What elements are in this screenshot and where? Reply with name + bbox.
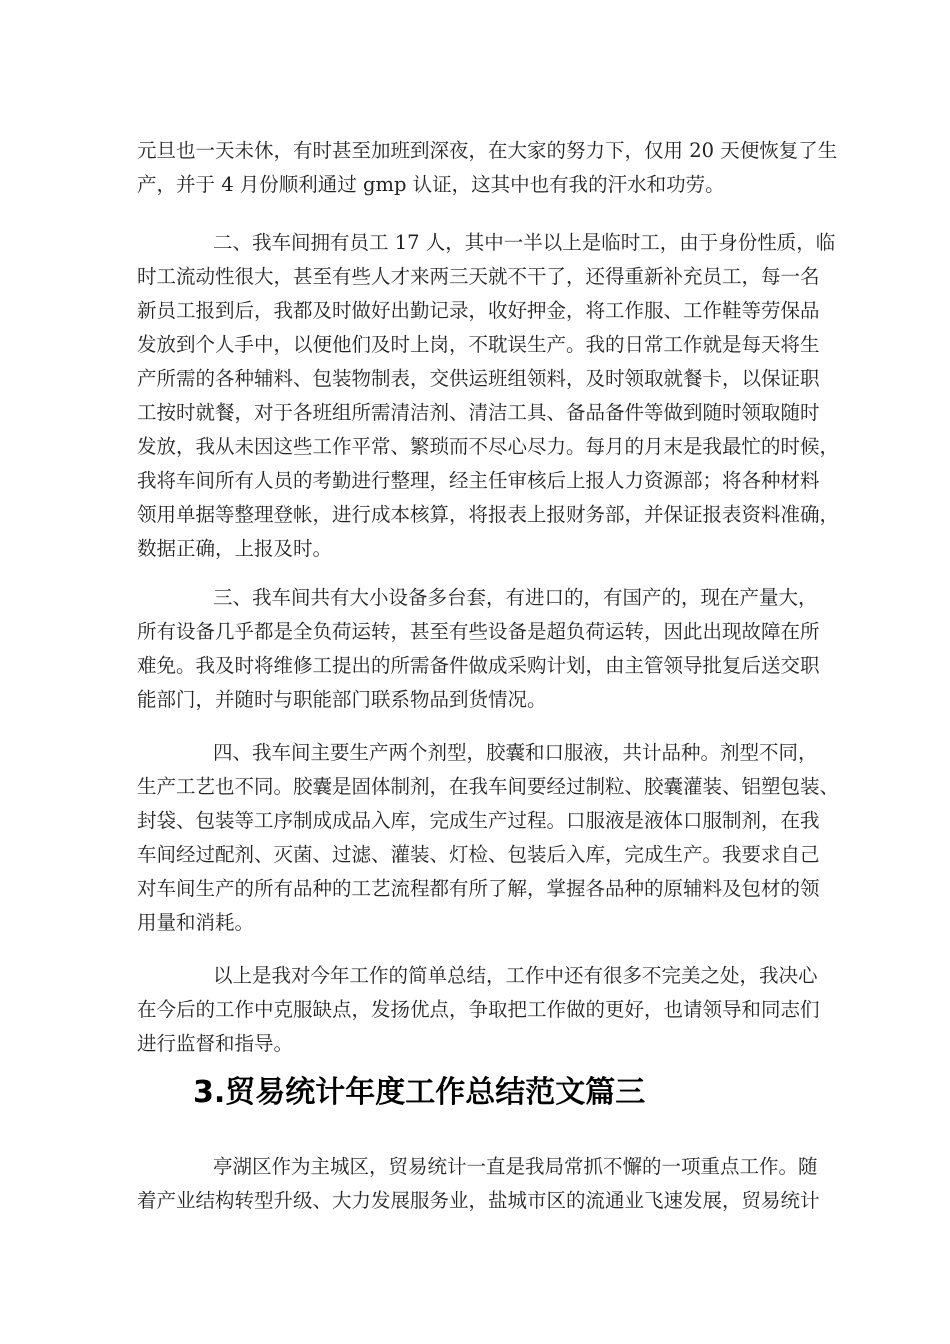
paragraph-3-line-4: 能部门，并随时与职能部门联系物品到货情况。: [137, 688, 547, 711]
paragraph-4-line-4: 车间经过配剂、灭菌、过滤、灌装、灯检、包装后入库，完成生产。我要求自己: [137, 843, 820, 866]
paragraph-2-line-8: 我将车间所有人员的考勤进行整理，经主任审核后上报人力资源部；将各种材料: [137, 469, 820, 492]
paragraph-1-line-2: 产，并于 4 月份顺利通过 gmp 认证，这其中也有我的汗水和功劳。: [137, 173, 725, 196]
paragraph-5-line-3: 进行监督和指导。: [137, 1032, 294, 1055]
paragraph-2-line-2: 时工流动性很大，甚至有些人才来两三天就不干了，还得重新补充员工，每一名: [137, 265, 820, 288]
paragraph-2-line-7: 发放，我从未因这些工作平常、繁琐而不尽心尽力。每月的月末是我最忙的时候，: [137, 435, 840, 458]
paragraph-3-line-3: 难免。我及时将维修工提出的所需备件做成采购计划，由主管领导批复后送交职: [137, 654, 820, 677]
paragraph-2-line-6: 工按时就餐，对于各班组所需清洁剂、清洁工具、备品备件等做到随时领取随时: [137, 401, 820, 424]
section-paragraph-line-1: 亭湖区作为主城区，贸易统计一直是我局常抓不懈的一项重点工作。随: [213, 1155, 818, 1178]
paragraph-5-line-1: 以上是我对今年工作的简单总结，工作中还有很多不完美之处，我决心: [213, 964, 818, 987]
paragraph-2-line-1: 二、我车间拥有员工 17 人，其中一半以上是临时工，由于身份性质，临: [213, 231, 836, 254]
paragraph-2-line-10: 数据正确，上报及时。: [137, 537, 333, 560]
section-heading: 3.贸易统计年度工作总结范文篇三: [193, 1075, 646, 1110]
paragraph-2-line-5: 产所需的各种辅料、包装物制表，交供运班组领料，及时领取就餐卡，以保证职: [137, 367, 820, 390]
paragraph-4-line-1: 四、我车间主要生产两个剂型，胶囊和口服液，共计品种。剂型不同，: [213, 741, 818, 764]
paragraph-3-line-1: 三、我车间共有大小设备多台套，有进口的，有国产的，现在产量大，: [213, 586, 818, 609]
paragraph-5-line-2: 在今后的工作中克服缺点，发扬优点，争取把工作做的更好，也请领导和同志们: [137, 998, 820, 1021]
paragraph-1-line-1: 元旦也一天未休，有时甚至加班到深夜，在大家的努力下，仅用 20 天便恢复了生: [137, 139, 838, 162]
paragraph-2-line-3: 新员工报到后，我都及时做好出勤记录，收好押金，将工作服、工作鞋等劳保品: [137, 299, 820, 322]
paragraph-4-line-6: 用量和消耗。: [137, 911, 255, 934]
paragraph-4-line-5: 对车间生产的所有品种的工艺流程都有所了解，掌握各品种的原辅料及包材的领: [137, 877, 820, 900]
paragraph-4-line-3: 封袋、包装等工序制成成品入库，完成生产过程。口服液是液体口服制剂，在我: [137, 809, 820, 832]
paragraph-2-line-9: 领用单据等整理登帐，进行成本核算，将报表上报财务部，并保证报表资料准确，: [137, 503, 840, 526]
paragraph-4-line-2: 生产工艺也不同。胶囊是固体制剂，在我车间要经过制粒、胶囊灌装、铝塑包装、: [137, 775, 840, 798]
paragraph-2-line-4: 发放到个人手中，以便他们及时上岗，不耽误生产。我的日常工作就是每天将生: [137, 333, 820, 356]
section-paragraph-line-2: 着产业结构转型升级、大力发展服务业，盐城市区的流通业飞速发展，贸易统计: [137, 1189, 820, 1212]
paragraph-3-line-2: 所有设备几乎都是全负荷运转，甚至有些设备是超负荷运转，因此出现故障在所: [137, 620, 820, 643]
